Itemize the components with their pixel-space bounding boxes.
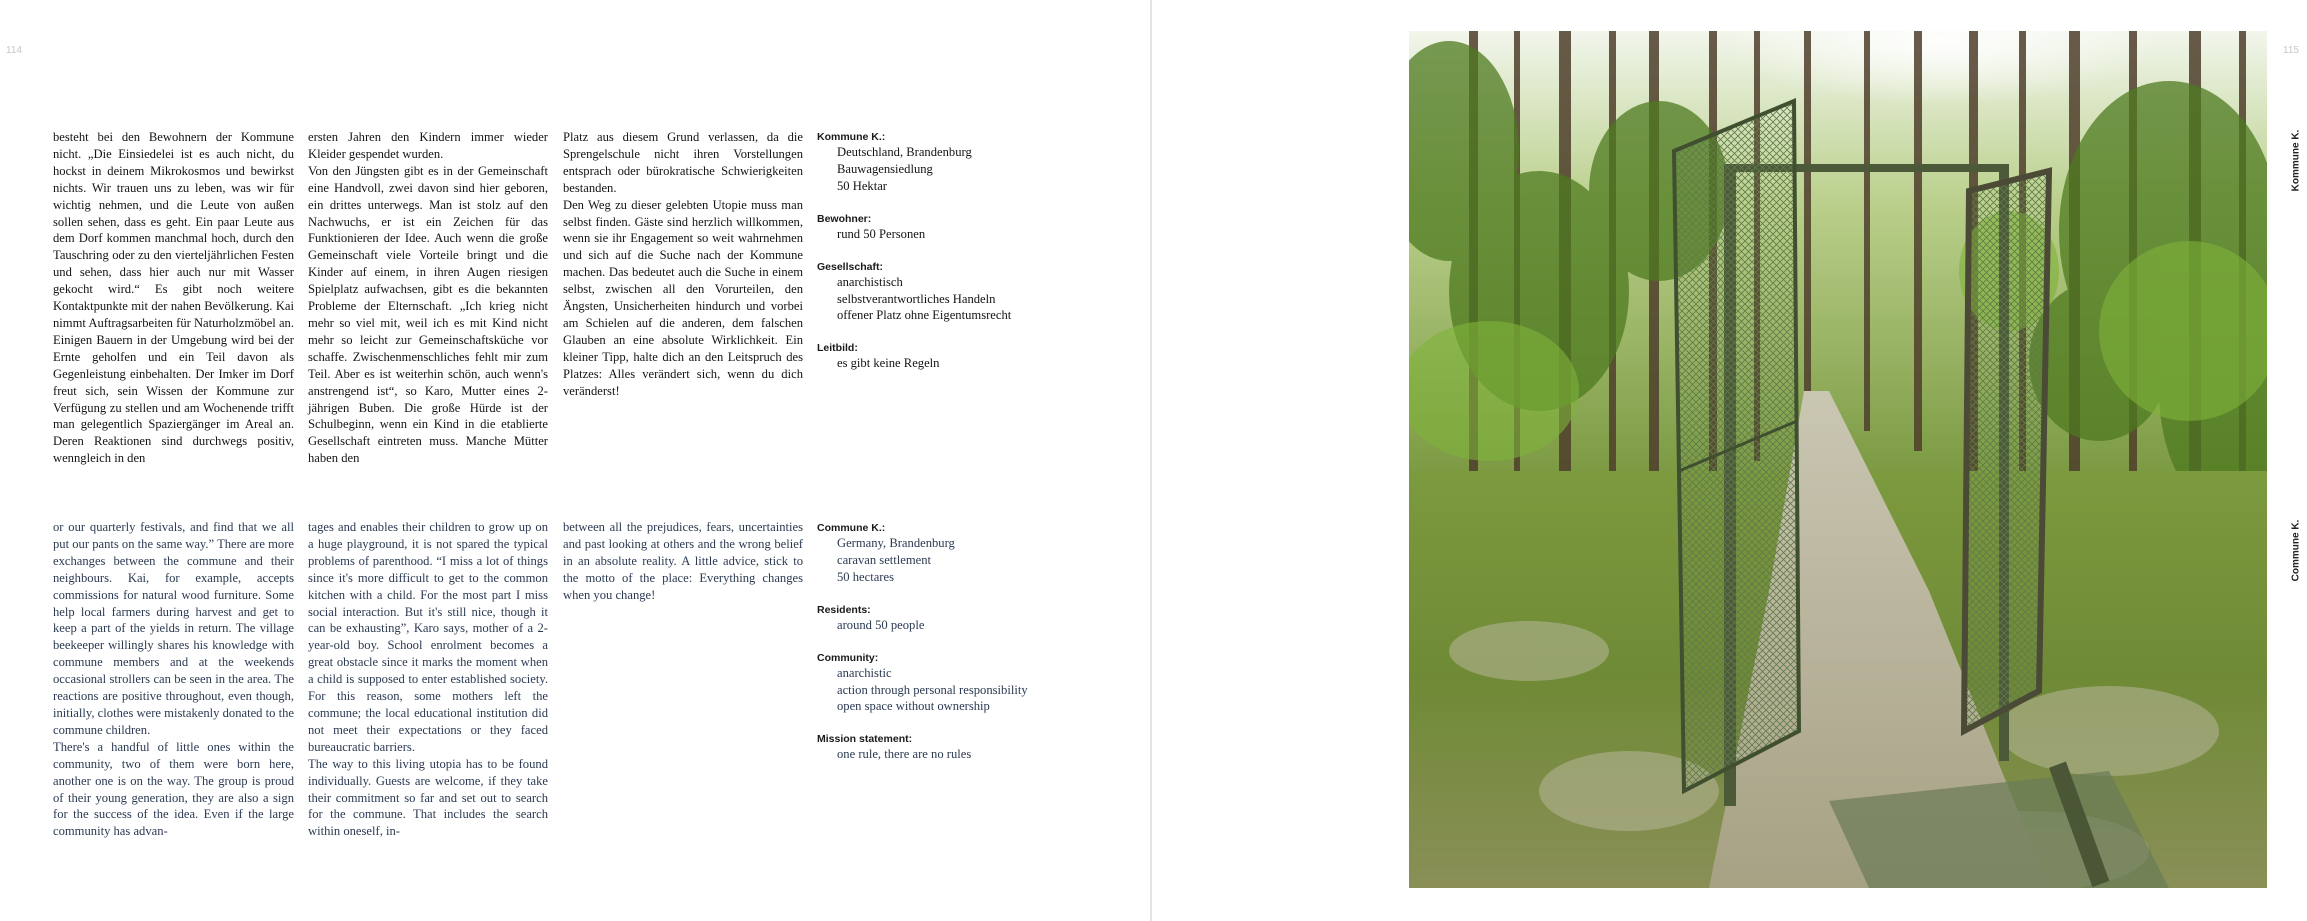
fact-entry bbox=[817, 603, 1117, 634]
page-number-right: 115 bbox=[2283, 45, 2299, 56]
fact-entry bbox=[817, 260, 1117, 325]
vertical-label-german: Kommune K. bbox=[2290, 129, 2302, 192]
fact-entry bbox=[817, 521, 1117, 586]
english-text-column-2: tages and enables their children to grow up on a huge playground, it is not spared the typical problems of parenthood. “I miss a lot of things since it's more difficult to get to the common kitchen with a child. For the most part I miss social interaction. But it's still nice, though it can be exhausting”, Karo says, mother of a 2-year-old boy. School enrolment becomes a great obstacle since it marks the moment when a child is supposed to enter established society. For this reason, some mothers left the commune; the local educational institution did not meet their expectations or they faced bureaucratic barriers. The way to this living utopia has to be found individually. Guests are welcome, if they take their commitment so far and set out to search for the commune. That includes the search within oneself, in- bbox=[308, 520, 548, 839]
fact-entry bbox=[817, 341, 1117, 372]
fact-label: Bewohner: bbox=[817, 212, 872, 225]
fact-label: Gesellschaft: bbox=[817, 260, 883, 273]
fact-value: anarchistisch selbstverantwortliches Handeln offener Platz ohne Eigentumsrecht bbox=[837, 274, 1012, 323]
german-text-column-3: Platz aus diesem Grund verlassen, da die Sprengelschule nicht ihren Vorstellungen entsprach oder bürokratische Schwierigkeiten bestanden. Den Weg zu dieser gelebten Utopie muss man selbst finden. Gäste sind herzlich willkommen, wenn sie ihr Engagement so weit wahrnehmen und sich auf die Suche nach der Kommune machen. Das bedeutet auch die Suche in einem selbst, zwischen all den Vorurteilen, den Ängsten, Unsicherheiten hindurch und vorbei am Schielen auf die anderen, dem falschen Glauben an eine absolute Wirklichkeit. Ein kleiner Tipp, halte dich an den Leitspruch des Platzes: Alles verändert sich, wenn du dich veränderst! bbox=[563, 130, 803, 398]
facts-english bbox=[817, 521, 1117, 780]
fact-label: Leitbild: bbox=[817, 342, 858, 355]
german-text-column-2: ersten Jahren den Kindern immer wieder Kleider gespendet wurden. Von den Jüngsten gibt es in der Gemeinschaft eine Handvoll, zwei davon sind hier geboren, ein drittes unterwegs. Man ist stolz auf den Nachwuchs, er ist ein Zeichen für das Funktionieren der Idee. Auch wenn die große Gemeinschaft viele Vorteile bringt und die Kinder auf einem, in ihren Augen riesigen Spielplatz aufwachsen, gibt es die bekannten Probleme der Elternschaft. „Ich krieg nicht mehr so viel mit, weil ich es mit Kind nicht mehr so leicht zur Gemeinschaftsküche vor schaffe. Zwischenmenschliches fehlt mir zum Teil. Aber es ist weiterhin schön, auch wenn's anstrengend ist“, so Karo, Mutter eines 2-jährigen Buben. Die große Hürde ist der Schulbeginn, wenn ein Kind in die etablierte Gesellschaft eintreten muss. Manche Mütter haben den bbox=[308, 130, 548, 466]
fact-entry bbox=[817, 651, 1117, 716]
forest-gate-photo bbox=[1409, 31, 2267, 888]
fact-value: rund 50 Personen bbox=[837, 226, 926, 241]
fact-label: Commune K.: bbox=[817, 522, 886, 534]
page-number-left: 114 bbox=[6, 45, 22, 56]
fact-value: one rule, there are no rules bbox=[837, 747, 972, 762]
fact-value: around 50 people bbox=[837, 617, 925, 632]
fact-value: Germany, Brandenburg caravan settlement 50 hectares bbox=[837, 536, 955, 584]
fact-label: Residents: bbox=[817, 603, 871, 616]
german-text-column-1: besteht bei den Bewohnern der Kommune nicht. „Die Einsiedelei ist es auch nicht, du hockst in deinem Mikrokosmos und bewirkst nichts. Wir trauen uns zu leben, was wir für wichtig nehmen, und die Leute von außen sollen sehen, dass es geht. Ein paar Leute aus dem Dorf kommen manchmal hoch, durch den Tauschring oder zu den vierteljährlichen Festen und sehen, dass hier auch nur mit Wasser gekocht wird.“ Es gibt noch weitere Kontaktpunkte mit der nahen Bevölkerung. Kai nimmt Auftragsarbeiten für Naturholzmöbel an. Einigen Bauern in der Umgebung wird bei der Ernte geholfen und ein Teil davon als Gegenleistung einbehalten. Der Imker im Dorf freut sich, sein Wissen der Kommune zur Verfügung zu stellen und am Wochenende trifft man gelegentlich Spaziergänger im Areal an. Deren Reaktionen sind durchwegs positiv, wenngleich in den bbox=[53, 130, 294, 466]
fact-entry bbox=[817, 212, 1117, 243]
fact-entry bbox=[817, 130, 1117, 195]
english-text-column-3: between all the prejudices, fears, uncertainties and past looking at others and the wrong belief in an absolute reality. A little advice, stick to the motto of the place: Everything changes when you change! bbox=[563, 520, 803, 602]
fact-label: Mission statement: bbox=[817, 733, 913, 746]
fact-value: es gibt keine Regeln bbox=[837, 356, 940, 371]
fact-entry bbox=[817, 732, 1117, 763]
english-text-column-1: or our quarterly festivals, and find that we all put our pants on the same way.” There are more exchanges between the commune and their neighbours. Kai, for example, accepts commissions for natural wood furniture. Some help local farmers during harvest and get to keep a part of the yields in return. The village beekeeper willingly shares his knowledge with commune members and at the weekends occasional strollers can be seen in the area. The reactions are positive throughout, even though, initially, clothes were mistakenly donated to the commune children. There's a handful of little ones within the community, two of them were born here, another one is on the way. The group is proud of their young generation, they are also a sign for the success of the idea. Even if the large community has advan- bbox=[53, 520, 294, 839]
fact-label: Kommune K.: bbox=[817, 131, 886, 143]
fact-value: anarchistic action through personal responsibility open space without ownership bbox=[837, 665, 1028, 714]
fact-label: Community: bbox=[817, 651, 879, 664]
vertical-label-english: Commune K. bbox=[2290, 519, 2302, 582]
forest-gate-illustration bbox=[1409, 31, 2267, 888]
fact-value: Deutschland, Brandenburg Bauwagensiedlung 50 Hektar bbox=[837, 145, 972, 193]
facts-german bbox=[817, 130, 1117, 389]
